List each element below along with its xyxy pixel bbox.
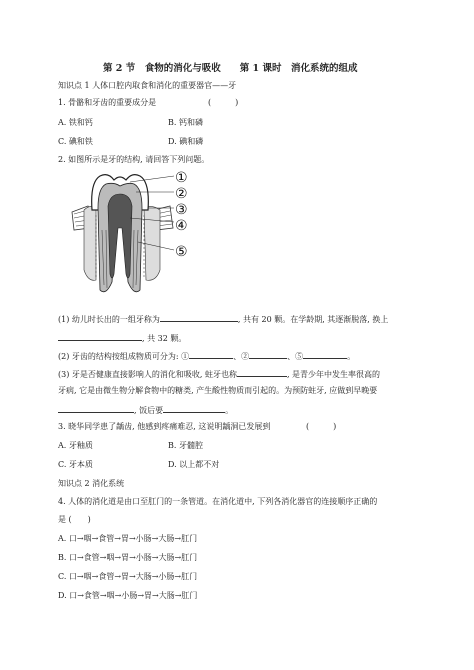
q2-stem: 2. 如图所示是牙的结构, 请回答下列问题。 [58,155,210,164]
q1-option-b: B. 钙和磷 [168,118,203,127]
q2-part3-blank-2[interactable] [58,404,134,413]
q3-answer-paren: ( ) [306,422,337,431]
q2-part1-blank-1[interactable] [160,313,238,322]
q2-part1-text-c: , 共 32 颗。 [142,334,187,343]
q2-part3-text-a: (3) 牙是否健康直接影响人的消化和吸收, 蛀牙也称 [58,370,237,379]
q1-answer-paren: ( ) [208,98,239,107]
q2-part2-line [58,350,355,362]
q3-option-c: C. 牙本质 [58,460,93,469]
q2-part3-text-b: , 是青少年中发生率很高的 [286,370,381,379]
q2-part1-text-b: , 共有 20 颗。在学龄期, 其逐渐脱落, 换上 [237,315,389,324]
q2-part2-text-b: 、② [233,352,250,361]
q2-part3-line2: 牙病, 它是由微生物分解食物中的糖类, 产生酸性物质而引起的。为预防蛀牙, 应做到早晚要 [58,386,378,395]
q2-part3-blank-3[interactable] [163,404,225,413]
label-3: ③ [175,202,188,218]
q3-option-d: D. 以上都不对 [168,460,220,469]
q2-part3-text-e: 。 [225,406,234,415]
q4-option-a: A. 口→咽→食管→胃→小肠→大肠→肛门 [58,534,198,543]
q4-option-c: C. 口→咽→食管→胃→大肠→小肠→肛门 [58,572,198,581]
q1-stem: 1. 骨骼和牙齿的重要成分是 [58,98,157,107]
label-5: ⑤ [175,244,188,260]
q1-option-d: D. 碘和磷 [168,137,204,146]
q2-part3-line3 [58,404,233,416]
label-1: ① [175,170,188,186]
q2-part2-blank-3[interactable] [303,350,347,359]
pulp-cavity [108,194,132,278]
q2-part1-line2 [58,332,186,344]
q2-part3-blank-1[interactable] [237,368,287,377]
q2-part2-text-c: 、⑤ [287,352,304,361]
q1-option-c: C. 碘和铁 [58,137,93,146]
label-2: ② [175,186,188,202]
page-title: 第 2 节 食物的消化与吸收 第 1 课时 消化系统的组成 [103,63,358,74]
q2-part2-text-a: (2) 牙齿的结构按组成物质可分为: ① [58,352,190,361]
q1-option-a: A. 铁和钙 [58,118,93,127]
gum-right [144,206,160,280]
q2-part1-text-a: (1) 幼儿时长出的一组牙称为 [58,315,160,324]
section-heading-2: 知识点 2 消化系统 [58,479,125,488]
tooth-structure-figure [70,170,205,302]
q2-part1-blank-2[interactable] [58,332,142,341]
q2-part2-blank-2[interactable] [249,350,287,359]
q4-stem-line2: 是 ( ) [58,515,91,524]
section-heading-1: 知识点 1 人体口腔内取食和消化的重要器官——牙 [58,81,237,90]
q4-option-d: D. 口→食管→咽→小肠→胃→大肠→肛门 [58,591,198,600]
label-4: ④ [175,218,188,234]
q4-stem-line1: 4. 人体的消化道是由口至肛门的一条管道。在消化道中, 下列各消化器官的连接顺序正确的 [58,497,378,506]
q2-part2-text-d: 。 [347,352,356,361]
q2-part2-blank-1[interactable] [189,350,233,359]
q4-option-b: B. 口→食管→咽→胃→小肠→大肠→肛门 [58,553,198,562]
q2-part1-line1 [58,313,388,325]
q3-stem: 3. 晓华同学患了龋齿, 他感到疼痛难忍, 这说明龋洞已发展到 [58,422,271,431]
gum [84,206,96,280]
q2-part3-text-d: , 饭后要 [134,406,164,415]
q3-option-b: B. 牙髓腔 [168,441,203,450]
q3-option-a: A. 牙釉质 [58,441,93,450]
q2-part3-line1 [58,368,380,380]
